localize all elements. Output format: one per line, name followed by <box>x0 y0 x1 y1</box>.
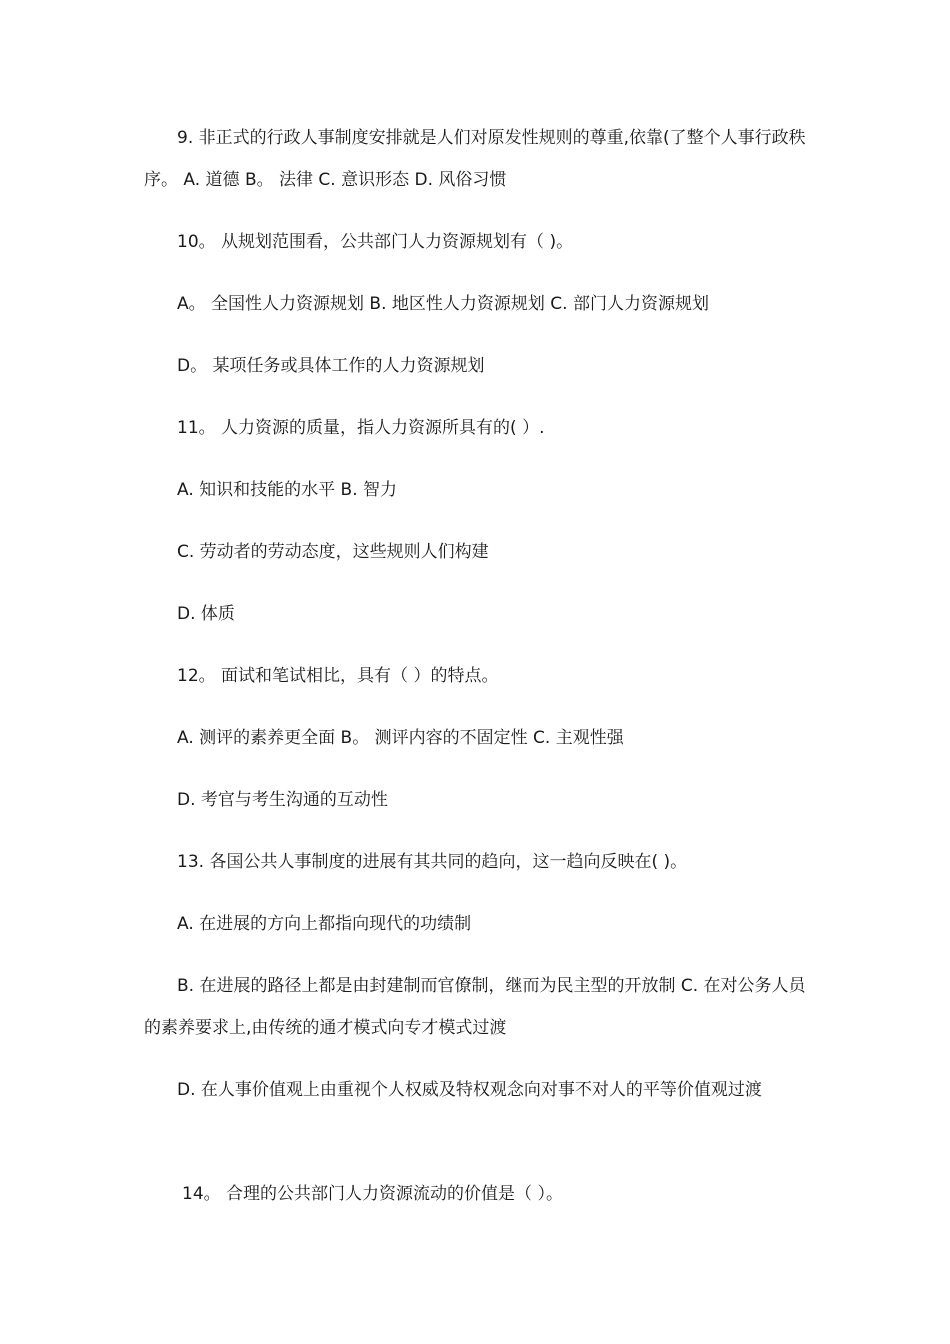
question-14: 14。 合理的公共部门人力资源流动的价值是（ ）。 <box>182 1184 563 1204</box>
question-13-options-bc: B. 在进展的路径上都是由封建制而官僚制，继而为民主型的开放制 C. 在对公务人员的素养要求上,由传统的通才模式向专才模式过渡 <box>144 976 806 1038</box>
question-12-options-abc: A. 测评的素养更全面 B。 测评内容的不固定性 C. 主观性强 <box>177 728 624 748</box>
question-13-option-d: D. 在人事价值观上由重视个人权威及特权观念向对事不对人的平等价值观过渡 <box>177 1080 762 1100</box>
question-11-option-d: D. 体质 <box>177 604 235 624</box>
question-13-option-a: A. 在进展的方向上都指向现代的功绩制 <box>177 914 472 934</box>
question-12: 12。 面试和笔试相比，具有（ ）的特点。 <box>177 666 499 686</box>
question-12-option-d: D. 考官与考生沟通的互动性 <box>177 790 388 810</box>
question-13: 13. 各国公共人事制度的进展有其共同的趋向，这一趋向反映在( )。 <box>177 852 688 872</box>
question-11: 11。 人力资源的质量，指人力资源所具有的( ）. <box>177 418 545 438</box>
question-11-option-c: C. 劳动者的劳动态度，这些规则人们构建 <box>177 542 489 562</box>
question-10-option-d: D。 某项任务或具体工作的人力资源规划 <box>177 356 485 376</box>
question-10-options-abc: A。 全国性人力资源规划 B. 地区性人力资源规划 C. 部门人力资源规划 <box>177 294 709 314</box>
question-11-options-ab: A. 知识和技能的水平 B. 智力 <box>177 480 398 500</box>
question-9: 9. 非正式的行政人事制度安排就是人们对原发性规则的尊重,依靠(了整个人事行政秩序。 A. 道德 B。 法律 C. 意识形态 D. 风俗习惯 <box>144 128 806 190</box>
question-10: 10。 从规划范围看，公共部门人力资源规划有（ )。 <box>177 232 574 252</box>
